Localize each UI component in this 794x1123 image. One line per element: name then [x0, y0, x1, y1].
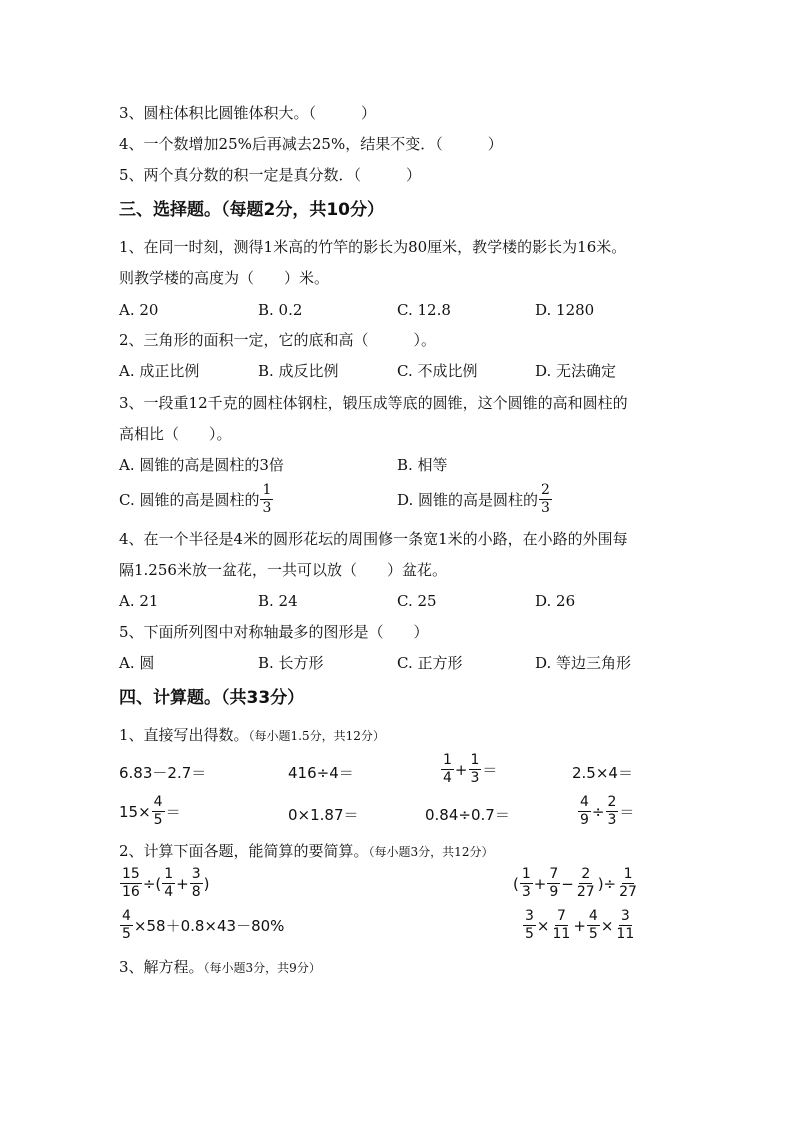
fraction: $\frac{1}{3}$	[521, 866, 531, 900]
calc-part1-heading	[119, 725, 385, 746]
calc-expr: ( $\frac{1}{3}$ + $\frac{7}{9}$ − $\frac{2}{27}$ )÷ $\frac{1}{27}$	[513, 866, 637, 900]
choice-q3-line1: 3、一段重12千克的圆柱体钢柱，锻压成等底的圆锥，这个圆锥的高和圆柱的	[119, 394, 628, 412]
calc-part2-note: （每小题3分，共12分）	[368, 845, 494, 859]
fraction: $\frac{7}{11}$	[552, 908, 571, 942]
calc-part3-label: 3、解方程。	[119, 958, 204, 976]
choice-q2-option-c: C. 不成比例	[397, 362, 478, 380]
calc-part3-heading	[119, 957, 321, 978]
choice-q4-option-a: A. 21	[119, 592, 159, 610]
fraction: $\frac{3}{11}$	[616, 908, 635, 942]
calc-expr: 6.83－2.7＝	[119, 764, 207, 782]
fraction: $\frac{4}{5}$	[153, 794, 163, 828]
option-d-text: D. 圆锥的高是圆柱的	[397, 491, 539, 509]
calc-expr: 2.5×4＝	[572, 764, 633, 782]
fraction: $\frac{1}{3}$	[262, 482, 272, 516]
choice-q1-option-b: B. 0.2	[258, 301, 303, 319]
calc-part1-label: 1、直接写出得数。	[119, 726, 249, 744]
calc-expr: 15× $\frac{4}{5}$ ＝	[119, 794, 181, 828]
section-title-choice: 三、选择题。（每题2分，共10分）	[119, 200, 384, 220]
choice-q3-option-a: A. 圆锥的高是圆柱的3倍	[119, 456, 284, 474]
fraction: $\frac{4}{5}$	[588, 908, 598, 942]
choice-q5-option-b: B. 长方形	[258, 654, 324, 672]
choice-q5-option-a: A. 圆	[119, 654, 155, 672]
fraction: $\frac{3}{5}$	[525, 908, 534, 942]
choice-q3-option-c	[119, 482, 274, 517]
choice-q1-line1: 1、在同一时刻，测得1米高的竹竿的影长为80厘米，教学楼的影长为16米。	[119, 238, 627, 256]
judge-item-3: 3、圆柱体积比圆锥体积大。（ ）	[119, 104, 377, 122]
choice-q4-option-b: B. 24	[258, 592, 298, 610]
fraction: $\frac{4}{5}$	[122, 908, 131, 942]
calc-expr: 416÷4＝	[288, 764, 354, 782]
calc-expr: $\frac{15}{16}$ ÷( $\frac{1}{4}$ + $\frac{3}{8}$ )	[122, 866, 210, 900]
fraction: $\frac{2}{27}$	[576, 866, 595, 900]
section-title-calc: 四、计算题。（共33分）	[119, 688, 305, 708]
calc-expr: $\frac{3}{5}$ × $\frac{7}{11}$ + $\frac{4}{5}$ × $\frac{3}{11}$	[525, 908, 635, 942]
choice-q5-option-d: D. 等边三角形	[535, 654, 632, 672]
judge-item-4: 4、一个数增加25%后再减去25%，结果不变．（ ）	[119, 135, 503, 153]
choice-q2-line1: 2、三角形的面积一定，它的底和高（ ）。	[119, 331, 437, 349]
fraction: $\frac{7}{9}$	[549, 866, 559, 900]
choice-q1-option-d: D. 1280	[535, 301, 595, 319]
option-c-text: C. 圆锥的高是圆柱的	[119, 491, 260, 509]
fraction: $\frac{2}{3}$	[607, 794, 617, 828]
calc-part3-note: （每小题3分，共9分）	[203, 961, 321, 975]
calc-part2-heading	[119, 841, 493, 862]
fraction: $\frac{1}{4}$	[164, 866, 174, 900]
choice-q2-option-d: D. 无法确定	[535, 362, 617, 380]
calc-expr: 0×1.87＝	[288, 806, 359, 824]
choice-q4-option-d: D. 26	[535, 592, 576, 610]
choice-q1-line2: 则教学楼的高度为（ ）米。	[119, 269, 330, 287]
choice-q5-line1: 5、下面所列图中对称轴最多的图形是（ ）	[119, 623, 429, 641]
fraction: $\frac{1}{3}$	[470, 752, 480, 786]
choice-q3-option-b: B. 相等	[397, 456, 448, 474]
choice-q5-option-c: C. 正方形	[397, 654, 463, 672]
calc-expr: 0.84÷0.7＝	[425, 806, 510, 824]
fraction: $\frac{1}{4}$	[443, 752, 452, 786]
fraction: $\frac{3}{8}$	[191, 866, 201, 900]
choice-q2-option-b: B. 成反比例	[258, 362, 339, 380]
calc-expr: $\frac{4}{5}$ ×58＋0.8×43－80%	[122, 908, 285, 942]
calc-part2-label: 2、计算下面各题，能简算的要简算。	[119, 842, 369, 860]
calc-expr: $\frac{4}{9}$ ÷ $\frac{2}{3}$ ＝	[580, 794, 635, 828]
choice-q4-line2: 隔1.256米放一盆花，一共可以放（ ）盆花。	[119, 561, 447, 579]
choice-q1-option-a: A. 20	[119, 301, 159, 319]
choice-q4-line1: 4、在一个半径是4米的圆形花坛的周围修一条宽1米的小路，在小路的外围每	[119, 530, 628, 548]
calc-expr: $\frac{1}{4}$ + $\frac{1}{3}$ ＝	[443, 752, 498, 786]
choice-q4-option-c: C. 25	[397, 592, 437, 610]
fraction: $\frac{4}{9}$	[580, 794, 589, 828]
judge-item-5: 5、两个真分数的积一定是真分数．（ ）	[119, 166, 422, 184]
calc-part1-note: （每小题1.5分，共12分）	[248, 729, 385, 743]
choice-q3-option-d	[397, 482, 553, 517]
choice-q2-option-a: A. 成正比例	[119, 362, 200, 380]
choice-q1-option-c: C. 12.8	[397, 301, 451, 319]
fraction: $\frac{15}{16}$	[122, 866, 140, 900]
fraction: $\frac{1}{27}$	[619, 866, 637, 900]
choice-q3-line2: 高相比（ ）。	[119, 425, 232, 443]
fraction: $\frac{2}{3}$	[541, 482, 550, 516]
